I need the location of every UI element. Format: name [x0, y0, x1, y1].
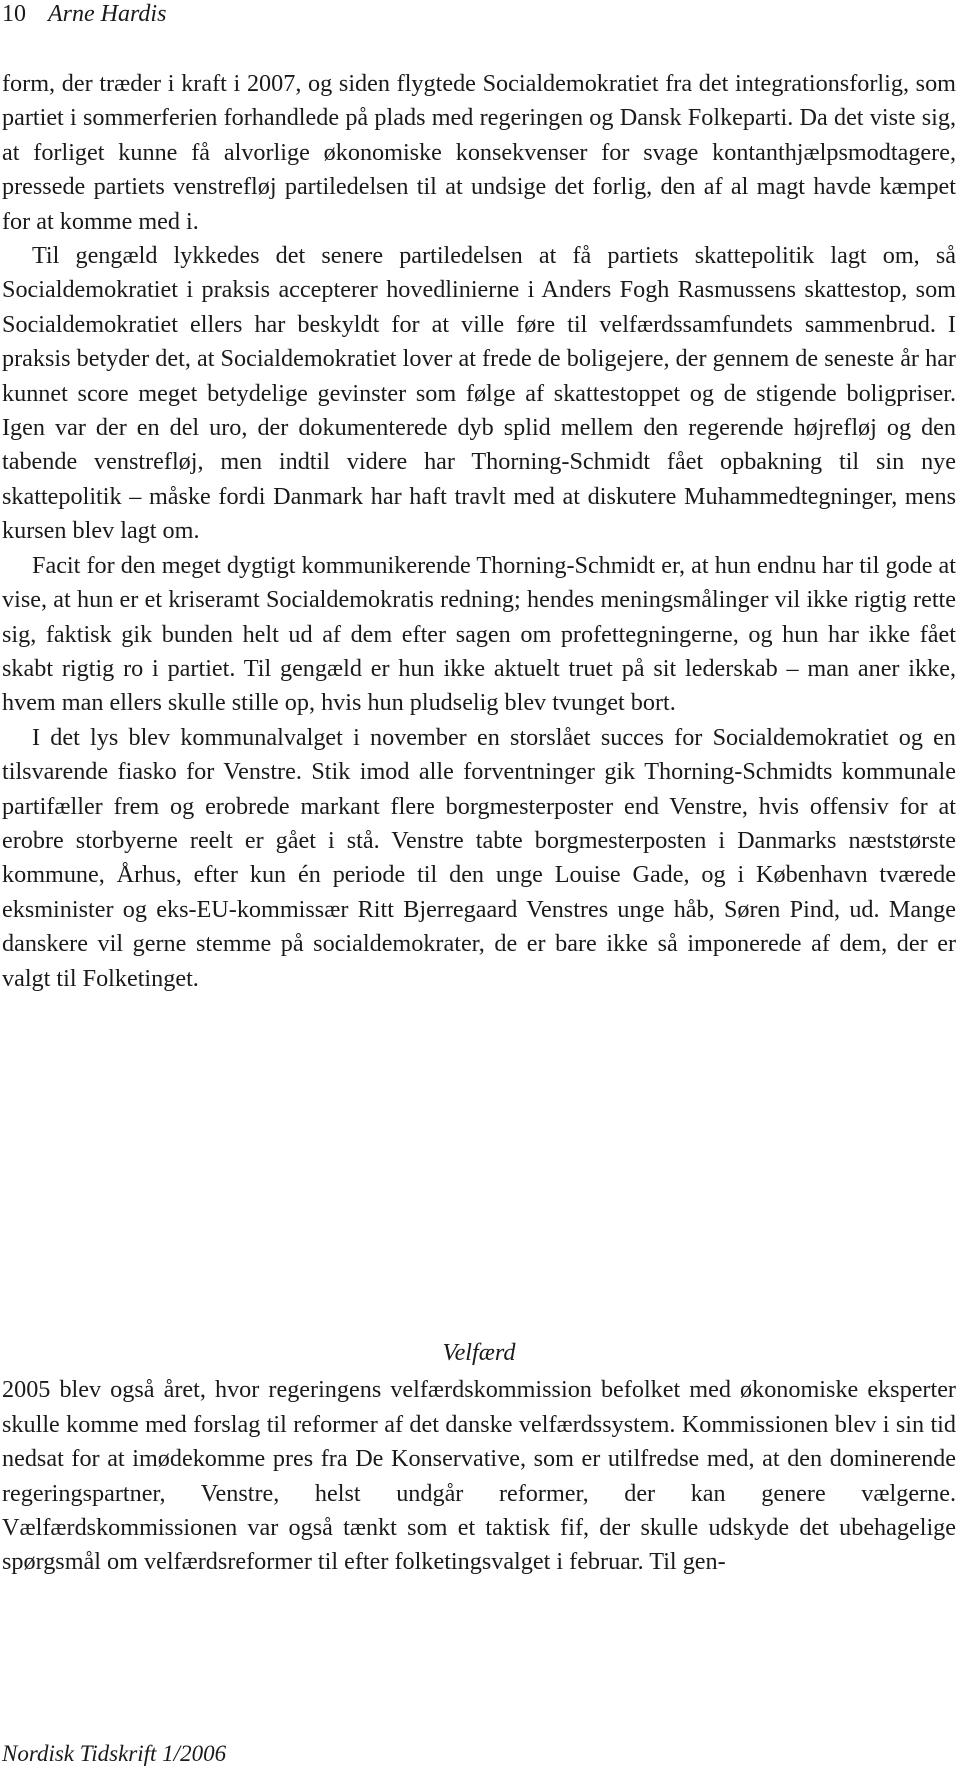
running-head-author: Arne Hardis [48, 1, 167, 27]
paragraph-thorning-schmidt: Facit for den meget dygtigt kommunikerende Thorning-Schmidt er, at hun endnu har til gode at vise, at hun er et kriseramt Socialdemokratis redning; hendes meningsmålinger vil ikke rigtig rette sig, faktisk gik bunden helt ud af dem efter sagen om profettegningerne, og hun har ikke fået skabt rigtig ro i partiet. Til gengæld er hun ikke aktuelt truet på sit lederskab – man aner ikke, hvem man ellers skulle stille op, hvis hun pludselig blev tvunget bort. [2, 551, 956, 717]
paragraph-tax-policy: Til gengæld lykkedes det senere partiledelsen at få partiets skattepolitik lagt om, så Socialdemokratiet i praksis accepterer hovedlinierne i Anders Fogh Rasmussens skattestop, som Socialdemokratiet ellers har beskyldt for at ville føre til velfærdssamfundets sammenbrud. I praksis betyder det, at Socialdemokratiet lover at frede de boligejere, der gennem de seneste år har kunnet score meget betydelige gevinster som følge af skattestoppet og de stigende boligpriser. Igen var der en del uro, der dokumenterede dyb splid mellem den regerende højrefløj og den tabende venstrefløj, men indtil videre har Thorning-Schmidt fået opbakning til sin nye skattepolitik – måske fordi Danmark har haft travlt med at diskutere Muhammedtegninger, mens kursen blev lagt om. [2, 242, 956, 545]
paragraph-welfare-commission: 2005 blev også året, hvor regeringens velfærdskommission befolket med økonomiske eksperter skulle komme med forslag til reformer af det danske velfærdssystem. Kommissionen blev i sin tid nedsat for at imødekomme pres fra De Konservative, som er utilfredse med, at den dominerende regeringspartner, Venstre, helst undgår reformer, der kan genere vælgerne. Vælfærdskommissionen var også tænkt som et taktisk fif, der skulle udskyde det ubehagelige spørgsmål om velfærdsreformer til efter folketingsvalget i februar. Til gen- [2, 1376, 956, 1576]
journal-footer: Nordisk Tidskrift 1/2006 [2, 1741, 227, 1766]
page-number: 10 [2, 1, 26, 27]
section-heading: Velfærd [442, 1339, 516, 1366]
paragraph-continued: form, der træder i kraft i 2007, og siden flygtede Socialdemokratiet fra det integrationsforlig, som partiet i sommerferien forhandlede på plads med regeringen og Dansk Folkeparti. Da det viste sig, at forliget kunne få alvorlige økonomiske konsekvenser for svage kontanthjælpsmodtagere, pressede partiets venstrefløj partiledelsen til at undsige det forlig, den af al magt havde kæmpet for at komme med i. [2, 70, 956, 235]
paragraph-municipal-election: I det lys blev kommunalvalget i november en storslået succes for Socialdemokratiet og en tilsvarende fiasko for Venstre. Stik imod alle forventninger gik Thorning-Schmidts kommunale partifæller frem og erobrede markant flere borgmesterposter end Venstre, hvis offensiv for at erobre storbyerne reelt er gået i stå. Venstre tabte borgmesterposten i Danmarks næststørste kommune, Århus, efter kun én periode til den unge Louise Gade, og i København tværede eksminister og eks-EU-kommissær Ritt Bjerregaard Venstres unge håb, Søren Pind, ud. Mange danskere vil gerne stemme på socialdemokrater, de er bare ikke så imponerede af dem, der er valgt til Folketinget. [2, 723, 956, 992]
body-text [2, 67, 956, 996]
section-velfaerd [2, 1336, 956, 1580]
running-head [2, 0, 166, 28]
